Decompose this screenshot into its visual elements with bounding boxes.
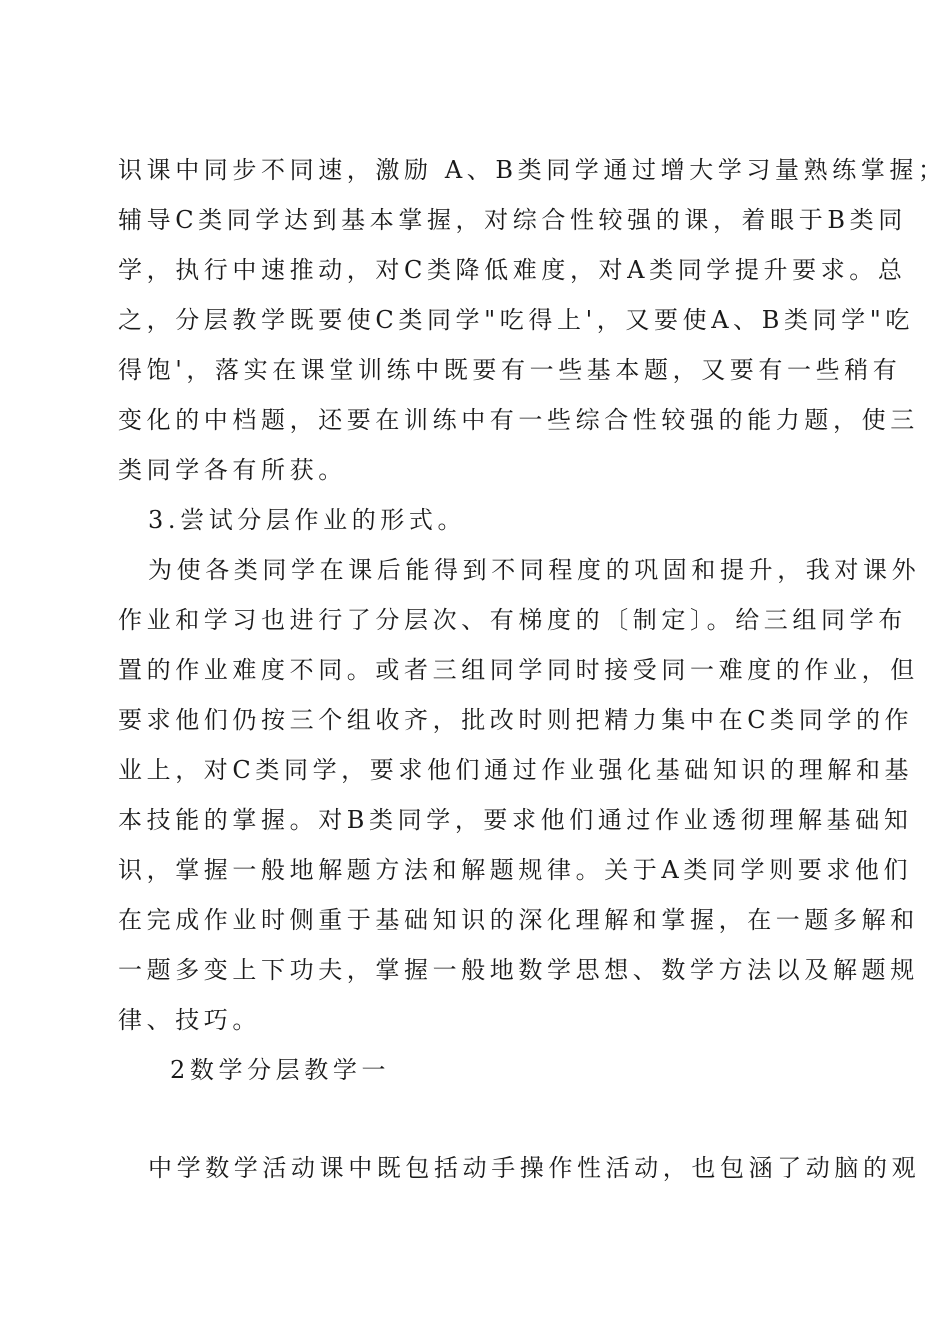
paragraph-line: 律、技巧。	[118, 1006, 261, 1034]
paragraph-line: 变化的中档题，还要在训练中有一些综合性较强的能力题，使三	[118, 406, 919, 434]
paragraph-line: 之，分层教学既要使C类同学"吃得上'，又要使A、B类同学"吃	[118, 306, 915, 334]
paragraph-line: 为使各类同学在课后能得到不同程度的巩固和提升，我对课外	[148, 556, 921, 584]
paragraph-line: 学，执行中速推动，对C类降低难度，对A类同学提升要求。总	[118, 256, 907, 284]
paragraph-line: 中学数学活动课中既包括动手操作性活动，也包涵了动脑的观	[148, 1154, 921, 1182]
paragraph-line: 类同学各有所获。	[118, 456, 347, 484]
section-title: 2数学分层教学一	[170, 1056, 391, 1084]
paragraph-line: 在完成作业时侧重于基础知识的深化理解和掌握，在一题多解和	[118, 906, 919, 934]
paragraph-line: 作业和学习也进行了分层次、有梯度的〔制定〕。给三组同学布	[118, 606, 907, 634]
paragraph-line: 本技能的掌握。对B类同学，要求他们通过作业透彻理解基础知	[118, 806, 913, 834]
paragraph-line: 识课中同步不同速，激励 A、B类同学通过增大学习量熟练掌握；	[118, 156, 947, 184]
paragraph-line: 得饱'，落实在课堂训练中既要有一些基本题，又要有一些稍有	[118, 356, 902, 384]
paragraph-line: 辅导C类同学达到基本掌握，对综合性较强的课，着眼于B类同	[118, 206, 907, 234]
paragraph-line: 业上，对C类同学，要求他们通过作业强化基础知识的理解和基	[118, 756, 914, 784]
subsection-heading: 3.尝试分层作业的形式。	[148, 506, 467, 534]
paragraph-line: 一题多变上下功夫，掌握一般地数学思想、数学方法以及解题规	[118, 956, 919, 984]
paragraph-line: 识，掌握一般地解题方法和解题规律。关于A类同学则要求他们	[118, 856, 913, 884]
paragraph-line: 要求他们仍按三个组收齐，批改时则把精力集中在C类同学的作	[118, 706, 914, 734]
paragraph-line: 置的作业难度不同。或者三组同学同时接受同一难度的作业，但	[118, 656, 919, 684]
